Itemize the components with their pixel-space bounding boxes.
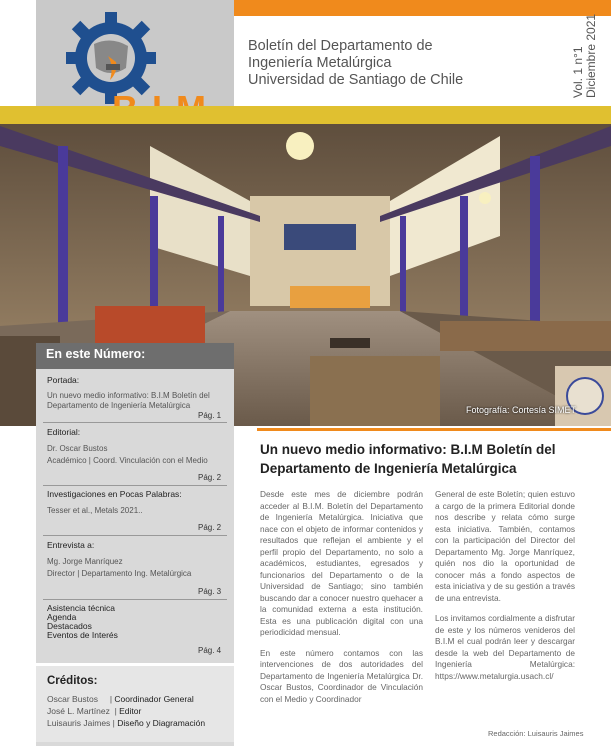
section-text-entrevista-1: Mg. Jorge Manríquez	[47, 557, 123, 566]
article-accent-rule	[257, 428, 611, 431]
divider	[43, 422, 227, 423]
section-text-editorial-2: Académico | Coord. Vinculación con el Medio	[47, 456, 208, 465]
section-text-investigaciones: Tesser et al., Metals 2021..	[47, 506, 143, 515]
section-label-editorial: Editorial:	[47, 427, 81, 437]
top-accent-bar	[234, 0, 611, 16]
title-line-2: Ingeniería Metalúrgica	[248, 55, 392, 71]
article-byline: Redacción: Luisauris Jaimes	[488, 729, 584, 738]
page-ref-2: Pág. 2	[198, 473, 222, 482]
credit-role: Diseño y Diagramación	[117, 718, 206, 728]
section-text-editorial-1: Dr. Oscar Bustos	[47, 444, 108, 453]
page-ref-4: Pág. 3	[198, 587, 222, 596]
article-column-2	[435, 489, 575, 691]
credit-row: Luisauris Jaimes | Diseño y Diagramación	[47, 718, 206, 728]
divider	[43, 485, 227, 486]
issue-date: Diciembre 2021	[584, 13, 598, 98]
divider	[43, 535, 227, 536]
credit-role: Editor	[119, 706, 142, 716]
title-line-3: Universidad de Santiago de Chile	[248, 72, 464, 88]
credit-row: Oscar Bustos | Coordinador General	[47, 694, 194, 704]
issue-info	[572, 14, 598, 98]
paragraph: Los invitamos cordialmente a disfrutar de este y los números venideros del B.I.M el cual podrán leer y descargar desde la web del Departamento de Ingeniería Metalúrgica: https://www.metalurgia.usach.cl/	[435, 613, 575, 681]
volume-number: Vol. 1 n°1	[571, 46, 585, 98]
newsletter-title	[248, 38, 538, 89]
section-label-portada: Portada:	[47, 375, 80, 385]
page-ref-1: Pág. 1	[198, 411, 222, 420]
section-label-investigaciones: Investigaciones en Pocas Palabras:	[47, 489, 182, 499]
list-item: Destacados	[47, 621, 92, 631]
list-item: Eventos de Interés	[47, 630, 118, 640]
paragraph: General de este Boletín; quien estuvo a cargo de la primera Editorial donde nos describe y relata cómo surge esta iniciativa. También, contamos con la participación del Director del Departamento Mg. Jorge Manríquez, quién nos dio la oportunidad de conocer más a fondo aspectos de esta iniciativa y de su gestión a través de una entrevista.	[435, 489, 575, 603]
section-list-misc	[47, 604, 118, 640]
contents-heading: En este Número:	[46, 347, 146, 361]
paragraph: En este número contamos con las intervenciones de dos autoridades del Departamento de Ingeniería Metalúrgica Dr. Oscar Bustos, Coordinador de Vinculación con el Medio y Coordinador	[260, 647, 423, 704]
paragraph: Desde este mes de diciembre podrán acceder al B.I.M. Boletín del Departamento de Ingeniería Metalúrgica. Iniciativa que nace con el objeto de informar contenidos y resultados que reflejan el ambiente y el perfil propio del Departamento, no solo a académicos, estudiantes, egresados y funcionarios del Departamento o de la Universidad de Santiago; sino también buscando dar a conocer nuestro quehacer a la comunidad externa a esta institución. Esta es una publicación digital con una periodicidad mensual.	[260, 489, 423, 637]
list-item: Asistencia técnica	[47, 603, 116, 613]
page-ref-5: Pág. 4	[198, 646, 222, 655]
list-item: Agenda	[47, 612, 77, 622]
credit-name: Luisauris Jaimes	[47, 718, 111, 728]
credit-name: Oscar Bustos	[47, 694, 99, 704]
credit-role: Coordinador General	[114, 694, 194, 704]
section-label-entrevista: Entrevista a:	[47, 540, 95, 550]
article-column-1	[260, 489, 423, 714]
photo-credit: Fotografía: Cortesía SIMET	[466, 405, 577, 415]
section-text-portada: Un nuevo medio informativo: B.I.M Boletín del Departamento de Ingeniería Metalúrgica	[47, 391, 210, 410]
title-line-1: Boletín del Departamento de	[248, 38, 433, 54]
divider	[43, 599, 227, 600]
page-ref-3: Pág. 2	[198, 523, 222, 532]
credit-name: José L. Martínez	[47, 706, 110, 716]
section-text-entrevista-2: Director | Departamento Ing. Metalúrgica	[47, 569, 192, 578]
credit-row: José L. Martínez | Editor	[47, 706, 142, 716]
credits-heading: Créditos:	[47, 675, 98, 687]
article-title: Un nuevo medio informativo: B.I.M Boletín del Departamento de Ingeniería Metalúrgica	[260, 442, 556, 476]
